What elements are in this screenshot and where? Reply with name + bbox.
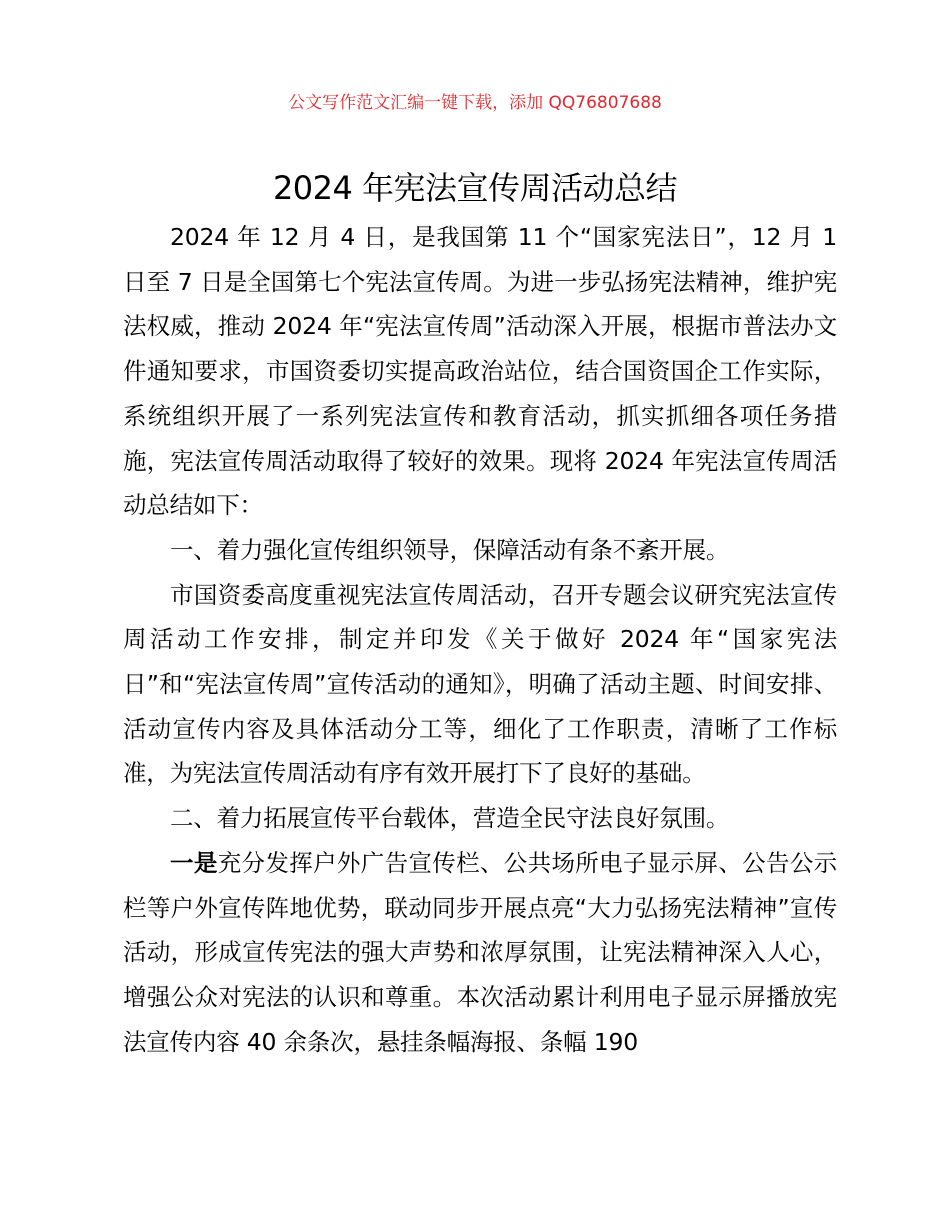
document-body [123,215,837,1064]
lead-phrase: 一是 [170,848,218,877]
section-heading-1: 一、着力强化宣传组织领导，保障活动有条不紊开展。 [170,535,730,564]
intro-paragraph: 2024 年 12 月 4 日，是我国第 11 个“国家宪法日”，12 月 1 日至 7 日是全国第七个宪法宣传周。为进一步弘扬宪法精神，维护宪法权威，推动 2024 年“宪法宣传周”活动深入开展，根据市普法办文件通知要求，市国资委切实提高政治站位，结合国资国企工作实际，系统组织开展了一系列宪法宣传和教育活动，抓实抓细各项任务措施，宪法宣传周活动取得了较好的效果。现将 2024 年宪法宣传周活动总结如下： [123,223,837,520]
section-heading-2: 二、着力拓展宣传平台载体，营造全民守法良好氛围。 [170,804,730,833]
section-1-paragraph: 市国资委高度重视宪法宣传周活动，召开专题会议研究宪法宣传周活动工作安排，制定并印发《关于做好 2024 年“国家宪法日”和“宪法宣传周”宣传活动的通知》，明确了活动主题、时间安排、活动宣传内容及具体活动分工等，细化了工作职责，清晰了工作标准，为宪法宣传周活动有序有效开展打下了良好的基础。 [123,580,837,788]
section-2-paragraph-1 [123,841,837,1065]
paragraph-text: 充分发挥户外广告宣传栏、公共场所电子显示屏、公告公示栏等户外宣传阵地优势，联动同步开展点亮“大力弘扬宪法精神”宣传活动，形成宣传宪法的强大声势和浓厚氛围，让宪法精神深入人心，增强公众对宪法的认识和尊重。本次活动累计利用电子显示屏播放宪法宣传内容 40 余条次，悬挂条幅海报、条幅 190 [123,848,837,1056]
document-title: 2024 年宪法宣传周活动总结 [272,169,678,207]
watermark-banner: 公文写作范文汇编一键下载，添加 QQ76807688 [288,93,662,113]
